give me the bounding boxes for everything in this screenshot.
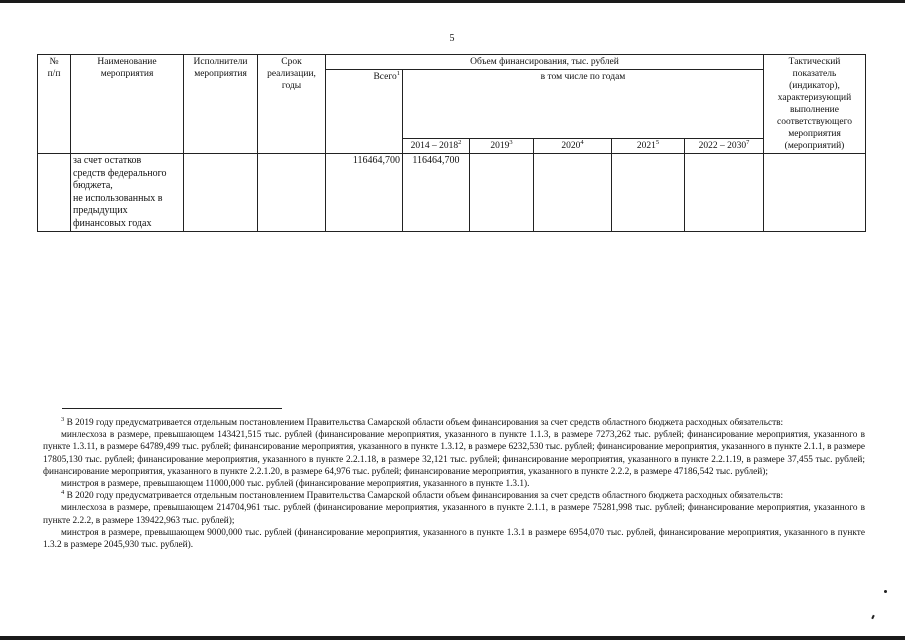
footnote-3-minstroy: минстроя в размере, превышающем 11000,000 тыс. рублей (финансирование мероприятия, указанного в пункте 1.3.1). — [61, 479, 530, 490]
footnote-4-minstroy: минстроя в размере, превышающем 9000,000 тыс. рублей (финансирование мероприятия, указанного в пункте 1.3.1 в размере 6954,070 тыс. рублей, финансирование мероприятия, указанного в пункте 1.3.2 в размере 2045,930 тыс. рублей). — [43, 527, 865, 551]
scan-speck — [871, 615, 875, 619]
col-name-header: Наименование мероприятия — [71, 55, 184, 154]
col-financing-header: Объем финансирования, тыс. рублей — [326, 55, 764, 70]
header-row-1 — [38, 55, 866, 70]
col-indicator-header: Тактический показатель (индикатор), характеризующий выполнение соответствующего мероприятия (мероприятий) — [764, 55, 866, 154]
col-year-2021: 2021$^5$ — [612, 139, 685, 154]
footnote-4-minleskhoz: минлесхоза в размере, превышающем 214704,961 тыс. рублей (финансирование мероприятия, указанного в пункте 2.1.1, в размере 75281,998 тыс. рублей; финансирование мероприятия, указанного в пункте 2.2.2, в размере 139422,963 тыс. рублей); — [43, 503, 865, 526]
scan-bottom-edge — [0, 636, 905, 640]
footnote-divider — [62, 408, 282, 409]
footnote-3-minleskhoz: минлесхоза в размере, превышающем 143421,515 тыс. рублей (финансирование мероприятия, указанного в пункте 1.1.3, в размере 7273,262 тыс. рублей; финансирование мероприятия, указанного в пункте 1.3.11, в размере 64789,499 тыс. рублей; финансирование мероприятия, указанного в пункте 1.3.12, в размере 6232,530 тыс. рублей; финансирование мероприятия, указанного в пункте 2.1.1, в размере 17805,130 тыс. рублей; финансирование мероприятия, указанного в пункте 2.2.1.18, в размере 32,121 тыс. рублей; финансирование мероприятия, указанного в пункте 2.2.1.19, в размере 37,455 тыс. рублей; финансирование мероприятия, указанного в пункте 2.2.1.20, в размере 64,976 тыс. рублей; финансирование мероприятия, указанного в пункте 2.2.2, в размере 47186,542 тыс. рублей); — [43, 430, 865, 477]
page-number: 5 — [449, 33, 455, 44]
col-term-header: Срок реализации, годы — [258, 55, 326, 154]
col-by-years-header: в том числе по годам — [403, 70, 764, 139]
financing-table — [37, 54, 866, 232]
footnote-3-intro: $^3$ В 2019 году предусматривается отдельным постановлением Правительства Самарской области объем финансирования за счет средств областного бюджета расходных обязательств: — [61, 415, 784, 428]
footnotes — [43, 417, 865, 551]
scan-speck — [884, 590, 887, 593]
col-year-2022-2030: 2022 – 2030$^7$ — [685, 139, 764, 154]
table-row — [38, 154, 866, 232]
col-year-2014-2018: 2014 – 2018$^2$ — [403, 139, 470, 154]
col-executors-header: Исполнители мероприятия — [184, 55, 258, 154]
col-total-header: Всего$^1$ — [326, 70, 403, 154]
col-year-2019: 2019$^3$ — [470, 139, 534, 154]
footnote-4-intro: $^4$ В 2020 году предусматривается отдельным постановлением Правительства Самарской области объем финансирования за счет средств областного бюджета расходных обязательств: — [61, 489, 784, 502]
row-name: за счет остатков средств федерального бюджета, не использованных в предыдущих финансовых годах — [71, 154, 184, 232]
col-year-2020: 2020$^4$ — [534, 139, 612, 154]
scan-top-edge — [0, 0, 905, 3]
col-num-header: № п/п — [38, 55, 71, 154]
row-total: 116464,700 — [326, 154, 403, 232]
row-2014-2018: 116464,700 — [403, 154, 470, 232]
